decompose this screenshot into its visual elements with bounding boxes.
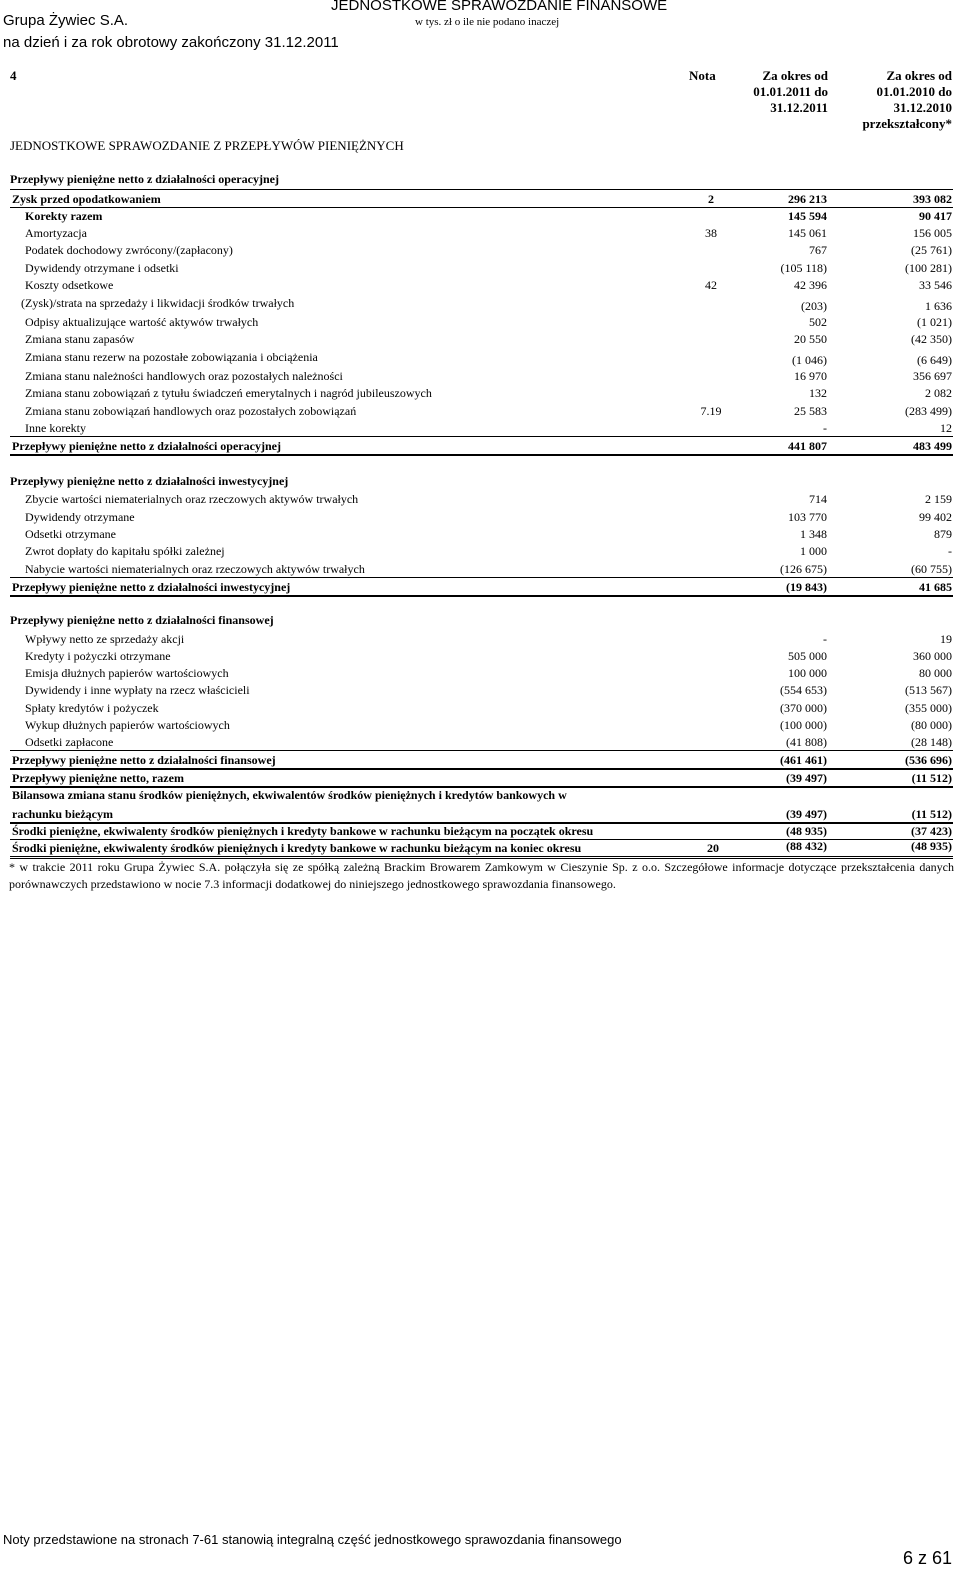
row-value-2010: (11 512) — [911, 807, 952, 821]
row-value-2011: - — [823, 421, 827, 435]
row-label: Amortyzacja — [25, 226, 87, 240]
row-label: Zmiana stanu zapasów — [25, 332, 135, 346]
table-row — [10, 294, 953, 311]
section-header-financing: Przepływy pieniężne netto z działalności finansowej — [10, 613, 274, 627]
section-number: 4 — [10, 68, 17, 83]
row-label: Emisja dłużnych papierów wartościowych — [25, 666, 229, 680]
table-row — [10, 733, 953, 751]
table-row-financing-total — [10, 751, 953, 770]
row-value-2011: 714 — [809, 492, 827, 506]
row-label: (Zysk)/strata na sprzedaży i likwidacji środków trwałych — [21, 296, 295, 310]
row-value-2010: 393 082 — [913, 192, 952, 206]
column-header-2011-line1: Za okres od — [762, 68, 828, 83]
table-row — [10, 630, 953, 647]
row-label: Dywidendy otrzymane — [25, 510, 135, 524]
row-label: Zmiana stanu zobowiązań z tytułu świadczeń emerytalnych i nagród jubileuszowych — [25, 386, 432, 400]
units-note: w tys. zł o ile nie podano inaczej — [415, 16, 560, 28]
row-value-2010: (6 649) — [917, 353, 952, 367]
row-value-2011: 145 594 — [788, 209, 827, 223]
row-label: Zysk przed opodatkowaniem — [12, 192, 161, 206]
row-nota: 42 — [705, 278, 717, 292]
row-value-2010: 1 636 — [925, 299, 952, 313]
row-label: Zmiana stanu należności handlowych oraz pozostałych należności — [25, 369, 343, 383]
row-value-2010: (11 512) — [911, 771, 952, 785]
report-date-line: na dzień i za rok obrotowy zakończony 31.12.2011 — [3, 34, 339, 51]
row-value-2010: (37 423) — [911, 824, 952, 838]
row-value-2011: (39 497) — [786, 807, 827, 821]
row-value-2011: 441 807 — [788, 439, 827, 453]
table-row — [10, 508, 953, 525]
row-label: rachunku bieżącym — [12, 807, 114, 821]
table-row — [10, 276, 953, 293]
row-value-2010: (355 000) — [905, 701, 952, 715]
table-row-closing-balance — [10, 839, 953, 859]
table-row — [10, 664, 953, 681]
row-value-2010: (100 281) — [905, 261, 952, 275]
row-value-2010: 156 005 — [913, 226, 952, 240]
row-value-2011: 132 — [809, 386, 827, 400]
row-label: Wykup dłużnych papierów wartościowych — [25, 718, 230, 732]
row-value-2010: (513 567) — [905, 683, 952, 697]
row-value-2010: (536 696) — [905, 753, 952, 767]
table-row-net-total — [10, 769, 953, 788]
row-label: Przepływy pieniężne netto, razem — [12, 771, 184, 785]
row-value-2011: 100 000 — [788, 666, 827, 680]
footnote: * w trakcie 2011 roku Grupa Żywiec S.A. połączyła się ze spółką zależną Brackim Browarem Zamkowym w Cieszynie Sp. z o.o. Szczegółowe informacje dotyczące przekształcenia danych porównawczych przedstawiono w nocie 7.3 informacji dodatkowej do niniejszego jednostkowego sprawozdania finansowego. — [9, 860, 954, 891]
row-value-2011: 145 061 — [788, 226, 827, 240]
table-row — [10, 384, 953, 401]
row-value-2011: (39 497) — [786, 771, 827, 785]
report-title: JEDNOSTKOWE SPRAWOZDANIE FINANSOWE — [331, 0, 668, 14]
row-label: Przepływy pieniężne netto z działalności operacyjnej — [12, 439, 281, 453]
row-value-2010: 12 — [940, 421, 952, 435]
table-row-operating-total — [10, 437, 953, 456]
row-label: Inne korekty — [25, 421, 86, 435]
row-value-2011: 1 348 — [800, 527, 827, 541]
column-header-nota: Nota — [689, 68, 716, 83]
statement-title: JEDNOSTKOWE SPRAWOZDANIE Z PRZEPŁYWÓW PIENIĘŻNYCH — [10, 138, 404, 153]
row-label: Kredyty i pożyczki otrzymane — [25, 649, 171, 663]
table-row-investing-total — [10, 578, 953, 597]
row-nota: 7.19 — [700, 404, 722, 418]
row-value-2010: 80 000 — [919, 666, 952, 680]
row-value-2011: (370 000) — [780, 701, 827, 715]
row-nota: 38 — [705, 226, 717, 240]
row-label: Odsetki otrzymane — [25, 527, 116, 541]
row-label: Zmiana stanu zobowiązań handlowych oraz pozostałych zobowiązań — [25, 404, 357, 418]
row-value-2010: 41 685 — [919, 580, 952, 594]
row-value-2011: 767 — [809, 243, 827, 257]
row-label: Środki pieniężne, ekwiwalenty środków pieniężnych i kredyty bankowe w rachunku bieżącym na koniec okresu — [12, 841, 582, 855]
row-value-2011: 16 970 — [794, 369, 827, 383]
row-value-2010: 99 402 — [919, 510, 952, 524]
row-value-2010: - — [948, 544, 952, 558]
page-number: 6 z 61 — [902, 1548, 952, 1568]
row-value-2011: (126 675) — [780, 562, 827, 576]
row-value-2011: 505 000 — [788, 649, 827, 663]
row-value-2011: (203) — [801, 299, 827, 313]
row-value-2011: (105 118) — [780, 261, 827, 275]
row-nota: 2 — [708, 192, 714, 206]
column-header-2010 — [862, 68, 952, 132]
table-row — [10, 402, 953, 419]
table-row — [10, 542, 953, 559]
row-label: Dywidendy otrzymane i odsetki — [25, 261, 179, 275]
row-value-2011: (19 843) — [786, 580, 827, 594]
row-label: Wpływy netto ze sprzedaży akcji — [25, 632, 185, 646]
row-value-2011: (1 046) — [792, 353, 827, 367]
section-header-investing: Przepływy pieniężne netto z działalności inwestycyjnej — [10, 474, 289, 488]
row-value-2011: (461 461) — [780, 753, 827, 767]
table-row — [10, 560, 953, 578]
row-value-2010: 483 499 — [913, 439, 952, 453]
row-label: Zbycie wartości niematerialnych oraz rzeczowych aktywów trwałych — [25, 492, 359, 506]
table-row — [10, 419, 953, 437]
row-value-2011: (88 432) — [786, 839, 827, 853]
row-label: Koszty odsetkowe — [25, 278, 114, 292]
row-value-2010: 879 — [934, 527, 952, 541]
table-row — [10, 490, 953, 507]
row-value-2011: 25 583 — [794, 404, 827, 418]
table-row — [10, 367, 953, 384]
column-header-2010-line2: 01.01.2010 do — [876, 84, 952, 99]
row-value-2011: (100 000) — [780, 718, 827, 732]
column-header-2011 — [753, 68, 828, 116]
column-header-2010-line4: przekształcony* — [862, 116, 952, 131]
row-value-2010: (25 761) — [911, 243, 952, 257]
column-header-2010-line3: 31.12.2010 — [893, 100, 952, 115]
section-header-operating: Przepływy pieniężne netto z działalności operacyjnej — [10, 172, 279, 186]
table-row — [10, 348, 953, 365]
row-value-2010: 360 000 — [913, 649, 952, 663]
row-value-2011: 20 550 — [794, 332, 827, 346]
row-value-2010: (48 935) — [911, 839, 952, 853]
row-value-2010: (283 499) — [905, 404, 952, 418]
table-row — [10, 699, 953, 716]
row-label: Podatek dochodowy zwrócony/(zapłacony) — [25, 243, 233, 257]
table-row-profit-before-tax — [10, 189, 953, 208]
footer-note: Noty przedstawione na stronach 7-61 stanowią integralną część jednostkowego sprawozdania finansowego — [3, 1532, 622, 1547]
company-name: Grupa Żywiec S.A. — [3, 12, 129, 29]
row-label: Środki pieniężne, ekwiwalenty środków pieniężnych i kredyty bankowe w rachunku bieżącym na początek okresu — [12, 824, 594, 838]
row-value-2010: (28 148) — [911, 735, 952, 749]
row-nota: 20 — [707, 841, 719, 855]
row-label: Zwrot dopłaty do kapitału spółki zależnej — [25, 544, 225, 558]
table-row — [10, 681, 953, 698]
row-value-2011: (554 653) — [780, 683, 827, 697]
table-row — [10, 241, 953, 258]
row-value-2011: 42 396 — [794, 278, 827, 292]
row-label: Przepływy pieniężne netto z działalności finansowej — [12, 753, 276, 767]
row-value-2011: 502 — [809, 315, 827, 329]
row-label: Przepływy pieniężne netto z działalności inwestycyjnej — [12, 580, 291, 594]
table-row — [10, 330, 953, 347]
row-label: Odpisy aktualizujące wartość aktywów trwałych — [25, 315, 259, 329]
row-value-2011: 103 770 — [788, 510, 827, 524]
column-header-2010-line1: Za okres od — [886, 68, 952, 83]
table-row — [10, 525, 953, 542]
table-row — [10, 716, 953, 733]
row-value-2011: (41 808) — [786, 735, 827, 749]
row-value-2010: (80 000) — [911, 718, 952, 732]
balance-change-label-line1: Bilansowa zmiana stanu środków pieniężnych, ekwiwalentów środków pieniężnych i kredytów bankowych w — [12, 788, 567, 802]
row-value-2010: (60 755) — [911, 562, 952, 576]
table-row — [10, 224, 953, 241]
row-value-2010: 90 417 — [919, 209, 952, 223]
row-label: Korekty razem — [25, 209, 103, 223]
row-value-2010: (42 350) — [911, 332, 952, 346]
table-row-adjustments-total — [10, 207, 953, 224]
row-label: Odsetki zapłacone — [25, 735, 114, 749]
table-row-opening-balance — [10, 822, 953, 840]
column-header-2011-line2: 01.01.2011 do — [753, 84, 828, 99]
table-row — [10, 647, 953, 664]
row-value-2010: 19 — [940, 632, 952, 646]
row-value-2011: 1 000 — [800, 544, 827, 558]
row-value-2010: 2 082 — [925, 386, 952, 400]
row-value-2011: (48 935) — [786, 824, 827, 838]
row-value-2010: (1 021) — [917, 315, 952, 329]
row-value-2010: 2 159 — [925, 492, 952, 506]
row-label: Nabycie wartości niematerialnych oraz rzeczowych aktywów trwałych — [25, 562, 365, 576]
table-row — [10, 259, 953, 276]
column-header-2011-line3: 31.12.2011 — [770, 100, 828, 115]
row-label: Dywidendy i inne wypłaty na rzecz właścicieli — [25, 683, 250, 697]
row-value-2011: - — [823, 632, 827, 646]
row-value-2011: 296 213 — [788, 192, 827, 206]
row-label: Spłaty kredytów i pożyczek — [25, 701, 159, 715]
row-label: Zmiana stanu rezerw na pozostałe zobowiązania i obciążenia — [25, 350, 318, 364]
row-value-2010: 356 697 — [913, 369, 952, 383]
row-value-2010: 33 546 — [919, 278, 952, 292]
table-row — [10, 313, 953, 330]
